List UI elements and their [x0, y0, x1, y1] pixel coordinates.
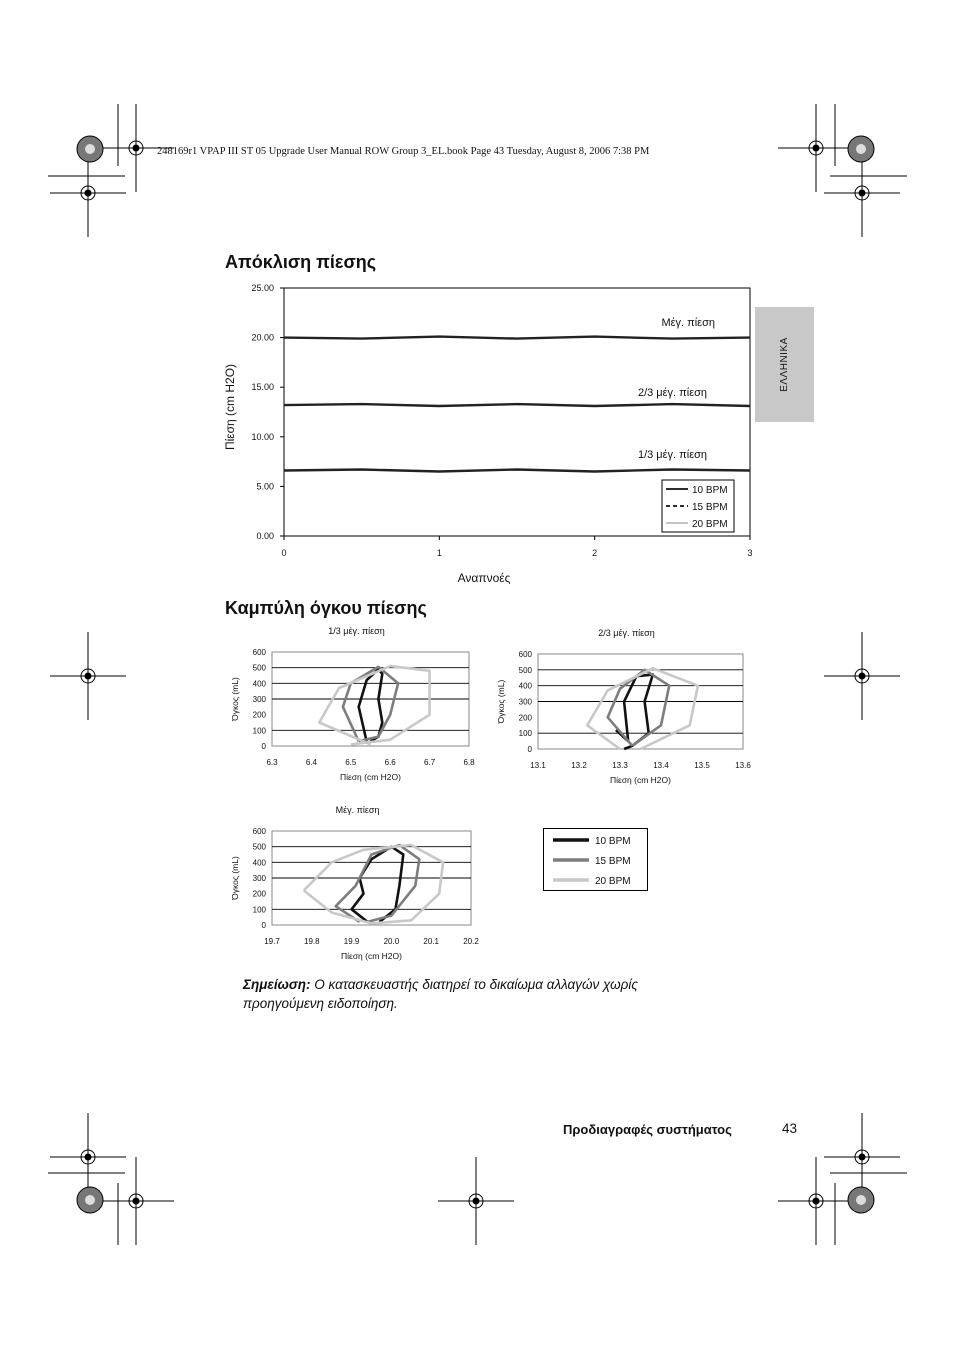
- y-tick-label: 5.00: [256, 481, 274, 492]
- x-tick-label: 20.0: [383, 937, 400, 946]
- y-tick-label: 100: [252, 905, 266, 915]
- y-tick-label: 400: [518, 681, 532, 691]
- y-tick-label: 100: [252, 726, 266, 736]
- legend-label: 10 BPM: [595, 836, 631, 847]
- series-annotation: Μέγ. πίεση: [661, 317, 715, 329]
- pv-loop-chart-two-thirds: [492, 625, 757, 795]
- x-tick-label: 13.6: [735, 761, 751, 770]
- legend-label: 20 BPM: [595, 876, 631, 887]
- y-tick-label: 300: [252, 874, 266, 883]
- x-tick-label: 6.7: [424, 758, 436, 767]
- x-tick-label: 1: [436, 548, 442, 558]
- pv-loop-chart-max: [225, 806, 485, 971]
- pv-loop-legend: [543, 828, 649, 892]
- y-tick-label: 10.00: [251, 431, 274, 442]
- note-text: Ο κατασκευαστής διατηρεί το δικαίωμα αλλαγών χωρίς προηγούμενη ειδοποίηση.: [243, 977, 638, 1011]
- y-tick-label: 200: [252, 710, 266, 720]
- legend-label: 20 BPM: [692, 519, 728, 530]
- x-axis-label: Πίεση (cm H2O): [341, 951, 402, 961]
- x-tick-label: 13.1: [530, 761, 546, 770]
- x-tick-label: 2: [592, 548, 598, 558]
- footer-section-title: Προδιαγραφές συστήματος: [563, 1122, 732, 1137]
- legend-label: 10 BPM: [692, 485, 728, 496]
- color-bar-center: [85, 1195, 95, 1205]
- note-label: Σημείωση:: [243, 977, 311, 992]
- y-tick-label: 400: [252, 679, 266, 689]
- legend-label: 15 BPM: [692, 502, 728, 513]
- x-axis-label: Πίεση (cm H2O): [340, 772, 401, 782]
- chart-title: 1/3 μέγ. πίεση: [328, 626, 385, 636]
- y-tick-label: 500: [518, 665, 532, 675]
- color-bar-center: [856, 1195, 866, 1205]
- x-tick-label: 6.6: [384, 758, 396, 767]
- x-tick-label: 0: [281, 548, 287, 558]
- y-axis-label: Όγκος (mL): [230, 677, 240, 721]
- pressure-deviation-chart: [215, 280, 765, 590]
- y-tick-label: 300: [252, 695, 266, 704]
- y-tick-label: 15.00: [251, 382, 274, 393]
- y-tick-label: 20.00: [251, 332, 274, 343]
- note: [243, 975, 713, 1013]
- y-tick-label: 0: [527, 745, 532, 754]
- y-tick-label: 600: [518, 650, 532, 659]
- x-tick-label: 13.3: [612, 761, 628, 770]
- x-tick-label: 6.4: [305, 758, 317, 767]
- language-tab-label: ΕΛΛΗΝΙΚΑ: [779, 337, 790, 392]
- chart-title: Μέγ. πίεση: [335, 806, 380, 815]
- legend-label: 15 BPM: [595, 856, 631, 867]
- y-tick-label: 0: [261, 921, 266, 930]
- y-tick-label: 400: [252, 858, 266, 868]
- x-tick-label: 19.9: [343, 937, 360, 946]
- section-title-pressure-deviation: Απόκλιση πίεσης: [225, 252, 377, 272]
- series-annotation: 2/3 μέγ. πίεση: [637, 387, 707, 399]
- x-tick-label: 6.8: [463, 758, 475, 767]
- y-tick-label: 600: [252, 648, 266, 657]
- y-axis-label: Όγκος (mL): [230, 856, 240, 900]
- y-axis-label: Πίεση (cm H2O): [223, 363, 237, 451]
- y-tick-label: 200: [252, 889, 266, 899]
- series-annotation: 1/3 μέγ. πίεση: [637, 449, 707, 461]
- y-tick-label: 500: [252, 663, 266, 673]
- color-bar-center: [856, 144, 866, 154]
- y-tick-label: 200: [518, 713, 532, 723]
- y-tick-label: 0: [261, 742, 266, 751]
- x-tick-label: 20.1: [423, 937, 439, 946]
- x-tick-label: 13.2: [571, 761, 587, 770]
- x-tick-label: 6.5: [345, 758, 357, 767]
- y-tick-label: 100: [518, 729, 532, 739]
- x-tick-label: 19.7: [264, 937, 280, 946]
- y-tick-label: 600: [252, 827, 266, 836]
- header-line: 248169r1 VPAP III ST 05 Upgrade User Manual ROW Group 3_EL.book Page 43 Tuesday, August 8, 2006 7:38 PM: [157, 146, 650, 157]
- y-axis-label: Όγκος (mL): [496, 679, 506, 724]
- x-tick-label: 13.4: [653, 761, 669, 770]
- x-tick-label: 6.3: [266, 758, 278, 767]
- page-number: 43: [782, 1121, 798, 1136]
- y-tick-label: 0.00: [256, 531, 274, 541]
- section-title-pressure-volume: Καμπύλη όγκου πίεσης: [225, 598, 427, 618]
- color-bar-center: [85, 144, 95, 154]
- y-tick-label: 300: [518, 697, 532, 707]
- x-tick-label: 20.2: [463, 937, 479, 946]
- pv-loop-chart-third: [225, 622, 485, 792]
- y-tick-label: 500: [252, 842, 266, 852]
- x-tick-label: 13.5: [694, 761, 710, 770]
- chart-title: 2/3 μέγ. πίεση: [598, 628, 655, 638]
- x-tick-label: 19.8: [304, 937, 320, 946]
- x-axis-label: Πίεση (cm H2O): [610, 775, 671, 785]
- y-tick-label: 25.00: [251, 283, 274, 293]
- x-tick-label: 3: [747, 548, 753, 558]
- x-axis-label: Αναπνοές: [457, 571, 511, 585]
